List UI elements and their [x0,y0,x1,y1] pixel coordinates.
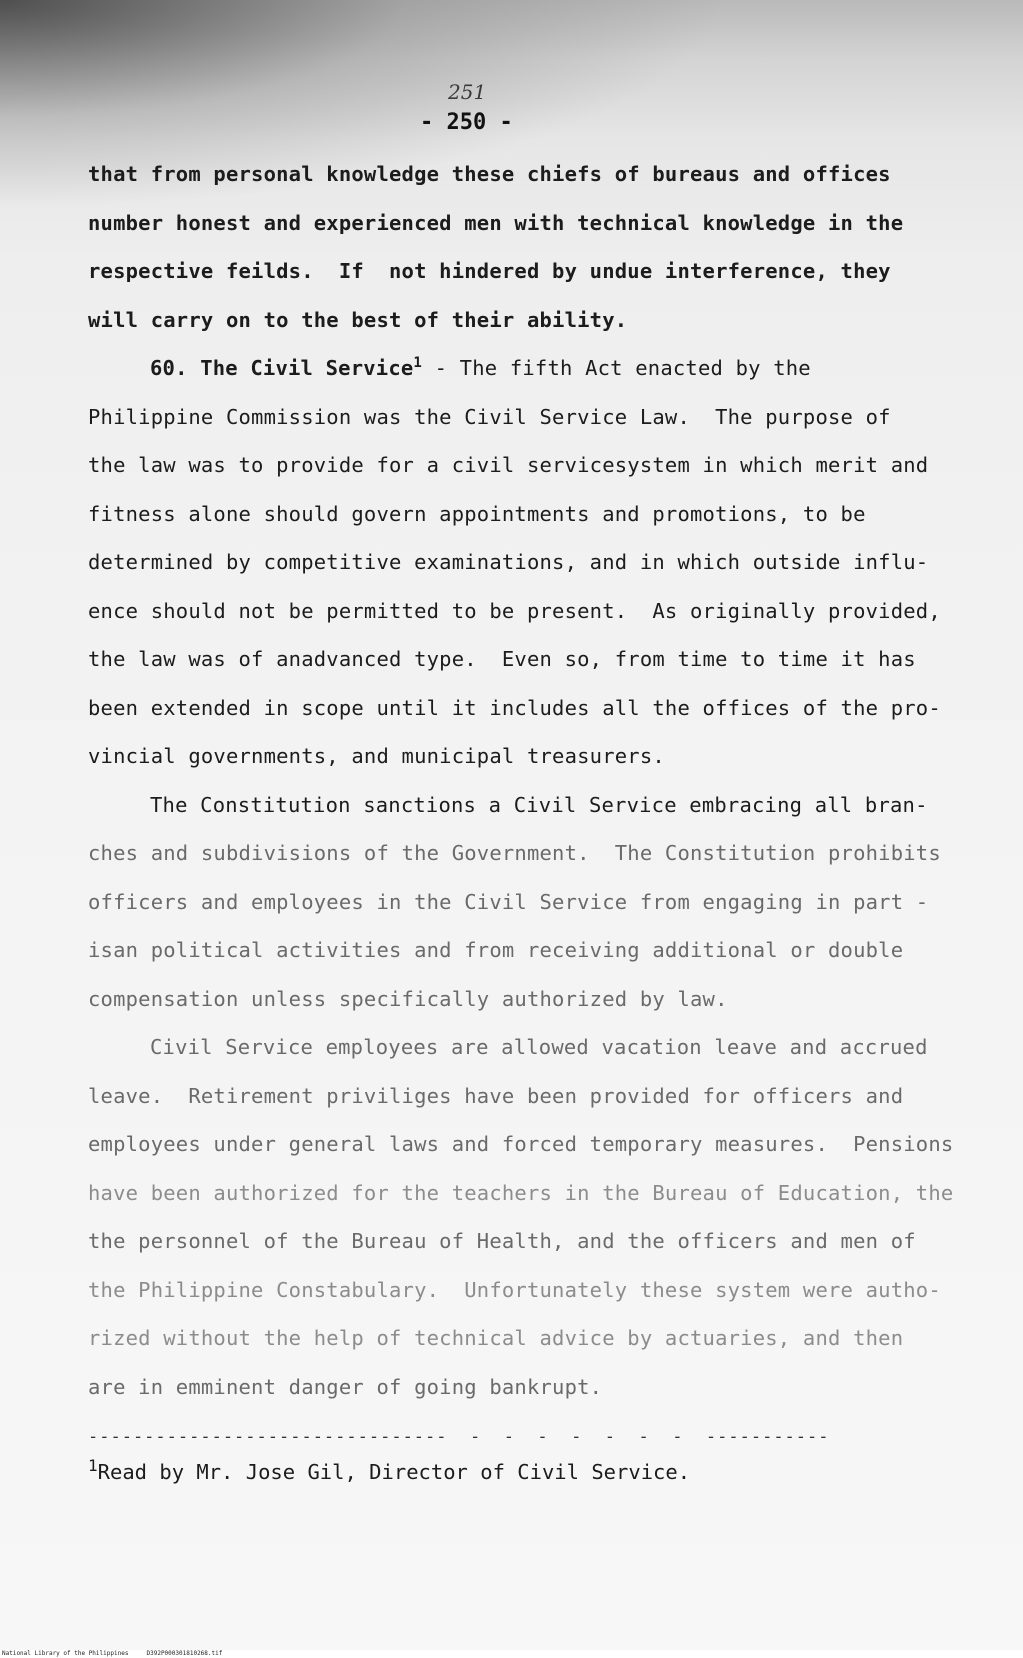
text-line: Philippine Commission was the Civil Service Law. The purpose of [88,404,891,429]
section-heading: The Civil Service [200,356,414,380]
footnote-separator: -------------------------------- - - - - - - - ----------- [88,1427,830,1447]
text-line: ence should not be permitted to be present. As originally provided, [88,598,941,623]
text-line: isan political activities and from receiving additional or double [88,938,904,962]
text-line: number honest and experienced men with technical knowledge in the [88,210,904,235]
text-line: fitness alone should govern appointments and promotions, to be [88,501,866,526]
text-line: The Constitution sanctions a Civil Service embracing all bran- [150,792,928,817]
text-line: employees under general laws and forced temporary measures. Pensions [88,1132,954,1156]
footnote-reference: 1 [413,355,423,372]
footnote-text: Read by Mr. Jose Gil, Director of Civil Service. [97,1460,691,1484]
text-line: the law was to provide for a civil servicesystem in which merit and [88,453,929,477]
footnote [88,1456,691,1484]
handwritten-page-number: 251 [448,80,487,104]
text-line: been extended in scope until it includes all the offices of the pro- [88,695,941,720]
body-text [88,150,954,1411]
text-line: ches and subdivisions of the Government. The Constitution prohibits [88,841,941,865]
text-line: Civil Service employees are allowed vacation leave and accrued [150,1035,928,1059]
text-line: have been authorized for the teachers in the Bureau of Education, the [88,1180,954,1205]
section-number: 60. [150,356,188,380]
text-line: leave. Retirement priviliges have been provided for officers and [88,1083,904,1108]
text-line: rized without the help of technical advice by actuaries, and then [88,1326,904,1350]
section-heading-rest: - The fifth Act enacted by the [422,356,811,380]
footnote-mark: 1 [88,1456,98,1476]
text-line: will carry on to the best of their ability. [88,307,628,332]
typed-page-number: - 250 - [420,110,513,135]
scan-caption: National Library of the Philippines D392P000301810268.tif [2,1650,223,1657]
text-line: compensation unless specifically authorized by law. [88,986,728,1011]
text-line: the personnel of the Bureau of Health, and the officers and men of [88,1229,916,1253]
text-line: that from personal knowledge these chiefs of bureaus and offices [88,162,891,186]
text-line: the law was of anadvanced type. Even so, from time to time it has [88,647,916,671]
text-line: determined by competitive examinations, and in which outside influ- [88,550,929,574]
section-heading-line [88,344,938,393]
text-line: vincial governments, and municipal treasurers. [88,744,665,768]
text-line: officers and employees in the Civil Service from engaging in part - [88,889,929,914]
text-line: the Philippine Constabulary. Unfortunately these system were autho- [88,1277,941,1302]
text-line: are in emminent danger of going bankrupt. [88,1374,603,1399]
text-line: respective feilds. If not hindered by undue interference, they [88,259,891,283]
